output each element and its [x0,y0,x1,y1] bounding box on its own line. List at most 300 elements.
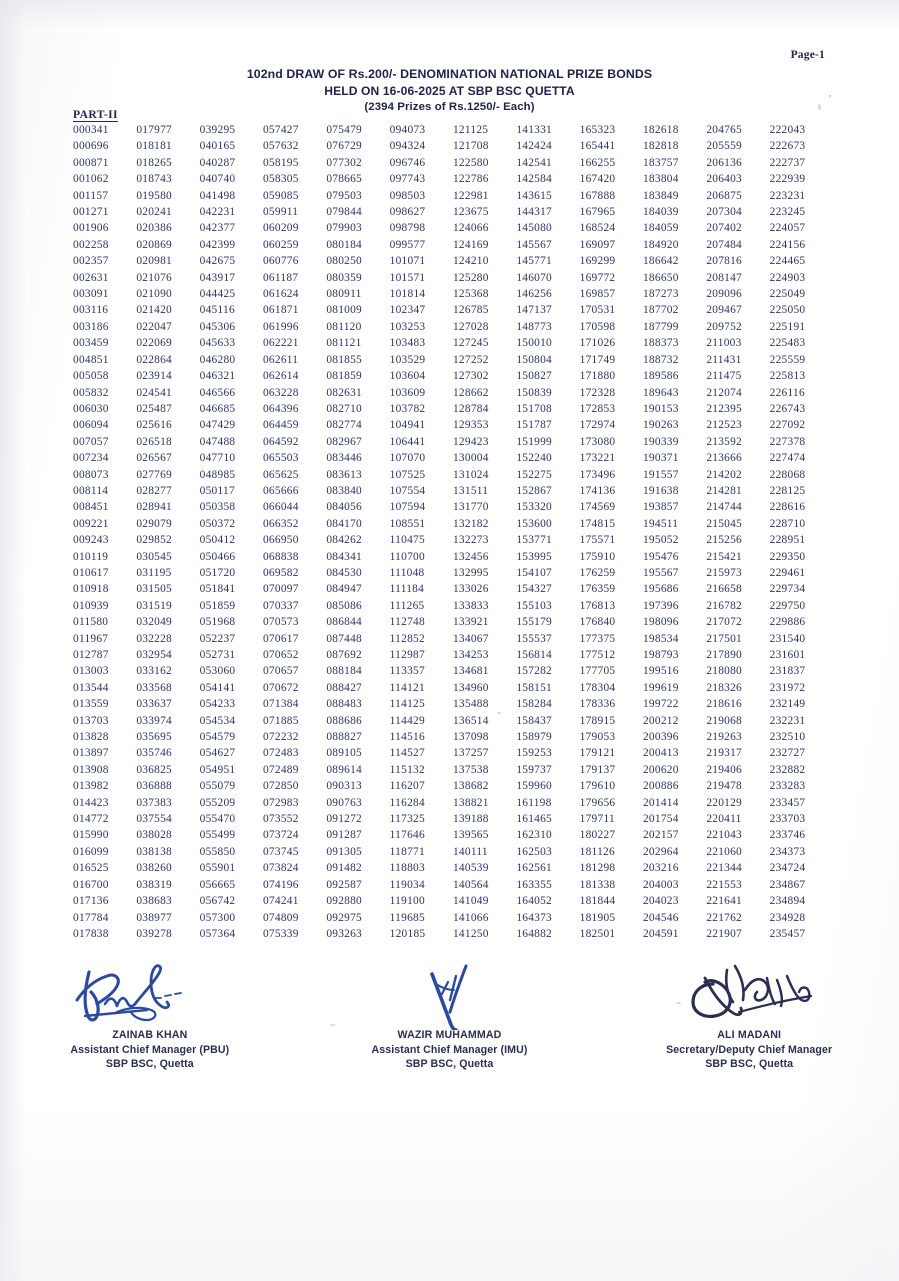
prize-number: 133833 [452,599,489,612]
prize-number: 134067 [452,632,489,645]
prize-number: 102347 [389,304,426,317]
prize-number: 176813 [579,599,616,612]
prize-number: 051859 [199,599,236,612]
prize-number: 070657 [262,665,299,678]
prize-number: 161198 [516,796,552,809]
prize-number: 181338 [579,878,616,891]
prize-number: 153771 [516,534,552,547]
prize-number: 201414 [642,796,679,809]
prize-number: 038028 [136,829,172,842]
prize-number: 232231 [769,714,806,727]
prize-number: 045116 [199,304,235,317]
prize-number: 214202 [706,468,742,481]
signatory-block-2 [300,960,600,1072]
prize-number: 064396 [262,402,299,415]
prize-number: 117646 [389,829,425,842]
prize-number: 187273 [642,288,679,301]
prize-number: 125280 [452,271,489,284]
prize-number: 202964 [642,845,679,858]
prize-number: 227474 [769,452,806,465]
prize-number: 013982 [73,780,109,793]
prize-number: 118803 [389,862,425,875]
prize-number: 174136 [579,484,616,497]
prize-number: 195476 [642,550,679,563]
prize-number: 158979 [516,731,552,744]
prize-number: 020386 [136,222,172,235]
prize-number: 010119 [73,550,109,563]
prize-number: 198534 [642,632,679,645]
prize-number: 223245 [769,206,806,219]
prize-number: 022047 [136,320,172,333]
prize-number: 182501 [579,927,616,940]
prize-number: 128662 [452,386,489,399]
prize-number: 146070 [516,271,552,284]
prize-number: 010918 [73,583,109,596]
prize-number: 158284 [516,698,552,711]
prize-number: 047429 [199,419,236,432]
prize-number: 026567 [136,452,172,465]
prize-number: 172328 [579,386,616,399]
prize-number: 035746 [136,747,172,760]
prize-number: 103529 [389,353,426,366]
prize-number: 220411 [706,813,742,826]
prize-number: 009221 [73,517,109,530]
prize-number: 209467 [706,304,742,317]
prize-number: 111184 [389,583,425,596]
prize-number: 225050 [769,304,806,317]
prize-number: 110700 [389,550,425,563]
prize-number: 167965 [579,206,616,219]
prize-number: 024541 [136,386,172,399]
prize-number: 181126 [579,845,615,858]
prize-number-column [263,122,326,942]
prize-number: 120185 [389,927,426,940]
prize-number: 117325 [389,813,425,826]
prize-number: 161465 [516,813,552,826]
prize-number: 190153 [642,402,679,415]
prize-number: 037383 [136,796,172,809]
prize-number: 013544 [73,681,109,694]
prize-number: 046566 [199,386,236,399]
prize-number: 108551 [389,517,426,530]
prize-number: 060776 [262,255,299,268]
prize-number: 031195 [136,566,172,579]
prize-number: 055901 [199,862,236,875]
prize-number: 138821 [452,796,489,809]
prize-number: 231540 [769,632,806,645]
prize-number: 016099 [73,845,109,858]
prize-number: 115132 [389,763,425,776]
prize-number: 151787 [516,419,552,432]
prize-number: 207304 [706,206,742,219]
prize-number: 215045 [706,517,742,530]
prize-number: 081009 [326,304,362,317]
prize-number: 155103 [516,599,552,612]
prize-number: 209752 [706,320,742,333]
prize-number: 127028 [452,320,489,333]
prize-number: 101571 [389,271,426,284]
prize-number: 073824 [262,862,299,875]
prize-number: 119034 [389,878,425,891]
prize-number: 233703 [769,813,806,826]
prize-number: 129353 [452,419,489,432]
prize-number: 091305 [326,845,362,858]
prize-number: 070573 [262,616,299,629]
prize-number: 038260 [136,862,172,875]
prize-number: 046685 [199,402,236,415]
prize-number: 062221 [262,337,299,350]
prize-number: 144317 [516,206,552,219]
prize-number: 218326 [706,681,742,694]
prize-number: 078665 [326,173,362,186]
prize-number: 038319 [136,878,172,891]
prize-number: 179053 [579,731,616,744]
prize-number: 046280 [199,353,236,366]
prize-number: 055850 [199,845,236,858]
prize-number: 119100 [389,895,425,908]
prize-number: 224156 [769,238,806,251]
prize-number: 146256 [516,288,552,301]
prize-number: 162310 [516,829,552,842]
prize-number: 091482 [326,862,362,875]
prize-number: 234724 [769,862,806,875]
prize-number: 229734 [769,583,806,596]
prize-number: 211003 [706,337,742,350]
prize-number: 081120 [326,320,362,333]
prize-number: 221907 [706,927,742,940]
prize-number: 187799 [642,320,679,333]
prize-number: 219068 [706,714,742,727]
prize-number: 013897 [73,747,109,760]
prize-number: 229886 [769,616,806,629]
prize-number: 028941 [136,501,172,514]
prize-number: 226116 [769,386,805,399]
scan-shadow-top [0,0,899,30]
prize-number: 033568 [136,681,172,694]
scan-shadow-bottom [0,1101,899,1281]
prize-number: 171880 [579,370,616,383]
prize-number: 050117 [199,484,235,497]
prize-number: 169772 [579,271,616,284]
prize-number: 223231 [769,189,806,202]
prize-number: 093263 [326,927,362,940]
prize-number: 000871 [73,156,109,169]
prize-number: 082710 [326,402,362,415]
prize-number: 072489 [262,763,299,776]
prize-number: 232727 [769,747,806,760]
prize-number: 020241 [136,206,172,219]
prize-number: 216782 [706,599,742,612]
prize-number: 004851 [73,353,109,366]
prize-number: 116207 [389,780,425,793]
prize-number: 232149 [769,698,806,711]
prize-number: 060259 [262,238,299,251]
signatory-name: WAZIR MUHAMMAD [397,1029,502,1041]
prize-number: 205559 [706,140,742,153]
prize-number-column [200,122,263,942]
prize-number: 224057 [769,222,806,235]
prize-number-column [706,122,769,942]
prize-number: 142541 [516,156,552,169]
prize-number: 065503 [262,452,299,465]
prize-number: 164373 [516,911,552,924]
prize-number: 006030 [73,402,109,415]
prize-number: 206403 [706,173,742,186]
prize-number: 207402 [706,222,742,235]
prize-number: 070672 [262,681,299,694]
prize-number: 020869 [136,238,172,251]
prize-number: 231837 [769,665,806,678]
prize-number: 050372 [199,517,236,530]
prize-number: 218080 [706,665,742,678]
prize-number: 107554 [389,484,426,497]
prize-number: 220129 [706,796,742,809]
prize-number: 214744 [706,501,742,514]
prize-number: 142424 [516,140,552,153]
prize-number: 114429 [389,714,425,727]
prize-number: 003459 [73,337,109,350]
prize-number: 181298 [579,862,616,875]
prize-number: 234928 [769,911,806,924]
prize-number: 061871 [262,304,299,317]
prize-number: 079903 [326,222,362,235]
header-title-line-3: (2394 Prizes of Rs.1250/- Each) [364,101,535,113]
prize-number: 060209 [262,222,299,235]
prize-number: 071384 [262,698,299,711]
prize-number: 003091 [73,288,109,301]
signatory-role: Secretary/Deputy Chief Manager [666,1043,833,1056]
prize-number: 175571 [579,534,616,547]
prize-number: 176840 [579,616,616,629]
prize-number: 090313 [326,780,362,793]
prize-number: 094324 [389,140,426,153]
prize-number: 186642 [642,255,679,268]
prize-number: 169857 [579,288,616,301]
prize-number: 106441 [389,435,426,448]
prize-number: 065666 [262,484,299,497]
prize-number: 142584 [516,173,552,186]
prize-number: 195686 [642,583,679,596]
prize-number: 188732 [642,353,679,366]
page-number: Page-1 [790,49,825,61]
prize-number: 200620 [642,763,679,776]
prize-number: 124169 [452,238,489,251]
prize-number: 156814 [516,649,552,661]
prize-number: 217072 [706,616,742,629]
prize-number: 134960 [452,681,489,694]
prize-number: 084170 [326,517,362,530]
prize-number: 054579 [199,731,236,744]
prize-number: 013828 [73,731,109,744]
prize-number: 083840 [326,484,362,497]
prize-number: 155537 [516,632,552,645]
prize-number: 043917 [199,271,236,284]
prize-number: 088184 [326,665,362,678]
signatory-name: ALI MADANI [717,1029,782,1041]
prize-number: 145567 [516,238,552,251]
prize-number: 002357 [73,255,109,268]
prize-number: 113357 [389,665,425,678]
prize-number: 075339 [262,927,299,940]
prize-number: 162561 [516,862,552,875]
prize-number: 169299 [579,255,616,268]
prize-number: 005832 [73,386,109,399]
prize-number: 178304 [579,681,616,694]
prize-number: 167420 [579,173,616,186]
prize-number: 158151 [516,681,552,694]
prize-number: 191638 [642,484,679,497]
prize-number: 062614 [262,370,299,383]
prize-number: 127302 [452,370,489,383]
prize-number: 066044 [262,501,299,514]
prize-number: 022864 [136,353,172,366]
prize-number: 022069 [136,337,172,350]
prize-number: 056665 [199,878,236,891]
prize-number: 225049 [769,288,806,301]
prize-number: 032228 [136,632,172,645]
prize-number: 073552 [262,813,299,826]
prize-number: 042675 [199,255,236,268]
prize-number: 010939 [73,599,109,612]
prize-number: 097743 [389,173,426,186]
prize-number: 092587 [326,878,362,891]
prize-number: 179121 [579,747,616,760]
prize-number: 103609 [389,386,426,399]
prize-number: 163355 [516,878,552,891]
prize-number: 114121 [389,681,425,694]
prize-number: 038977 [136,911,172,924]
prize-number: 011580 [73,616,109,629]
prize-number: 087692 [326,649,362,661]
prize-number: 006094 [73,419,109,432]
prize-number: 082631 [326,386,362,399]
prize-number: 134253 [452,649,489,661]
prize-number: 140111 [452,845,488,858]
prize-number: 000696 [73,140,109,153]
prize-number: 057364 [199,927,236,940]
prize-number: 153320 [516,501,552,514]
prize-number: 151708 [516,402,552,415]
prize-number: 042377 [199,222,236,235]
prize-number: 071885 [262,714,299,727]
prize-number: 225559 [769,353,806,366]
prize-number: 032954 [136,649,172,661]
prize-number: 008114 [73,484,109,497]
prize-number: 033162 [136,665,172,678]
prize-number: 165441 [579,140,616,153]
prize-number: 181844 [579,895,616,908]
prize-number: 164052 [516,895,552,908]
prize-number: 152240 [516,452,552,465]
prize-number: 118771 [389,845,425,858]
prize-number: 175910 [579,550,616,563]
prize-number: 104941 [389,419,426,432]
prize-number: 054534 [199,714,236,727]
prize-number: 050358 [199,501,236,514]
prize-number: 084341 [326,550,362,563]
signature-zainab-khan-icon [0,960,300,1028]
prize-number: 079844 [326,206,362,219]
prize-number: 083613 [326,468,362,481]
prize-number: 183757 [642,156,679,169]
prize-number: 141066 [452,911,489,924]
prize-number: 103483 [389,337,426,350]
prize-number: 017977 [136,124,172,136]
prize-number: 021076 [136,271,172,284]
prize-number: 174569 [579,501,616,514]
prize-number: 121125 [452,124,489,136]
prize-number: 170598 [579,320,616,333]
prize-number: 168524 [579,222,616,235]
prize-number: 037554 [136,813,172,826]
signatory-role: Assistant Chief Manager (IMU) [371,1043,528,1056]
prize-number: 058195 [262,156,299,169]
prize-number: 221641 [706,895,742,908]
prize-number: 179711 [579,813,615,826]
prize-number: 190263 [642,419,679,432]
prize-number: 066352 [262,517,299,530]
prize-number: 044425 [199,288,236,301]
prize-number: 145080 [516,222,552,235]
prize-number: 068838 [262,550,299,563]
prize-number: 009243 [73,534,109,547]
prize-number-column [580,122,643,942]
prize-number: 112852 [389,632,425,645]
prize-number: 198793 [642,649,679,661]
prize-number: 051841 [199,583,236,596]
prize-number: 053060 [199,665,236,678]
prize-number: 017838 [73,927,109,940]
prize-number: 232882 [769,763,806,776]
prize-number: 013908 [73,763,109,776]
prize-number: 213592 [706,435,742,448]
prize-number: 065625 [262,468,299,481]
prize-number-column [390,122,453,942]
prize-number: 092975 [326,911,362,924]
prize-number: 166255 [579,156,616,169]
prize-number: 061996 [262,320,299,333]
prize-number: 137538 [452,763,489,776]
prize-number: 155179 [516,616,552,629]
prize-number: 221060 [706,845,742,858]
prize-number: 172974 [579,419,616,432]
prize-number: 199516 [642,665,679,678]
prize-number: 200212 [642,714,679,727]
prize-number: 014423 [73,796,109,809]
prize-number: 189586 [642,370,679,383]
prize-number: 136514 [452,714,489,727]
signature-area [0,960,899,1072]
signatory-org: SBP BSC, Quetta [705,1058,794,1071]
prize-number: 125368 [452,288,489,301]
prize-number-column [516,122,579,942]
prize-number: 213666 [706,452,742,465]
prize-number: 039278 [136,927,172,940]
prize-number: 081855 [326,353,362,366]
prize-number: 075479 [326,124,362,136]
prize-number: 159960 [516,780,552,793]
prize-number: 016525 [73,862,109,875]
prize-number: 114516 [389,731,425,744]
prize-number: 027769 [136,468,172,481]
prize-number: 064592 [262,435,299,448]
prize-number: 042231 [199,206,236,219]
prize-number: 040165 [199,140,236,153]
prize-number: 086844 [326,616,362,629]
prize-number: 082967 [326,435,362,448]
prize-number: 154107 [516,566,552,579]
prize-number: 231601 [769,649,806,661]
